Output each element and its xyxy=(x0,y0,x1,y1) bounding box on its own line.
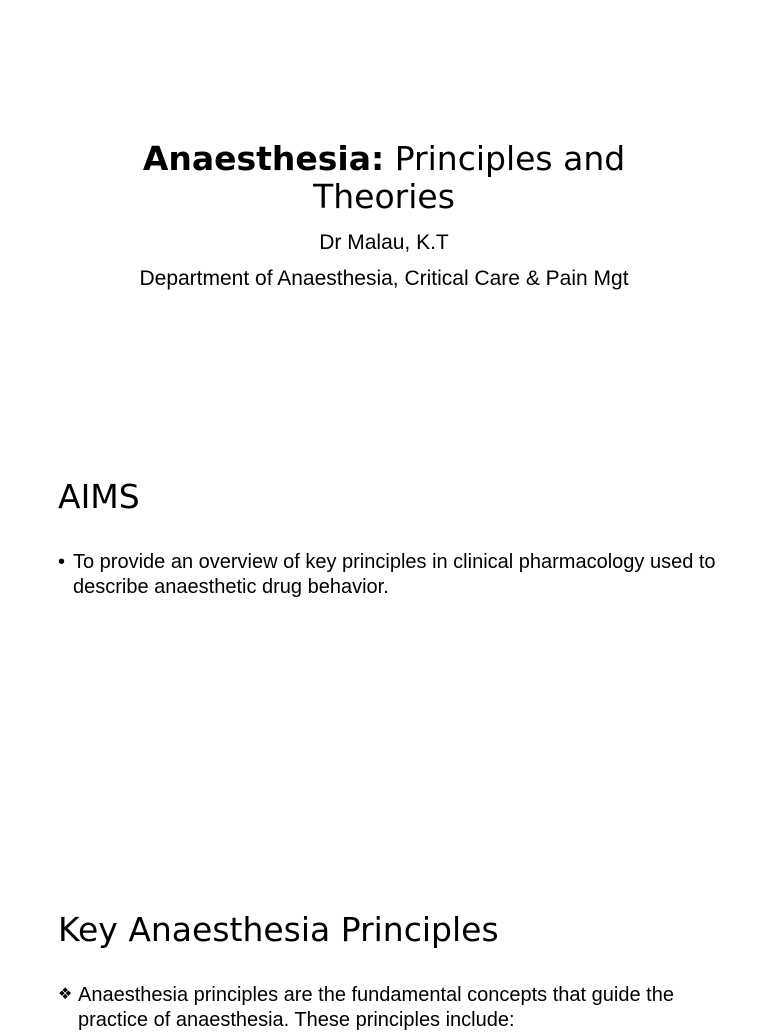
aims-bullet xyxy=(58,550,718,600)
bullet-marker: • xyxy=(58,551,66,573)
aims-bullet-text: To provide an overview of key principles in clinical pharmacology used to describe anaesthetic drug behavior. xyxy=(73,551,716,598)
key-principles-bullet-text: Anaesthesia principles are the fundamental concepts that guide the practice of anaesthesia. These principles include: xyxy=(78,984,674,1031)
key-principles-heading: Key Anaesthesia Principles xyxy=(58,910,499,949)
aims-heading: AIMS xyxy=(58,477,140,516)
title-bold-part: Anaesthesia: xyxy=(142,139,385,178)
department-name: Department of Anaesthesia, Critical Care & Pain Mgt xyxy=(139,267,629,290)
presentation-title xyxy=(0,140,768,216)
title-regular-part: Principles and xyxy=(394,139,626,178)
key-principles-bullet xyxy=(58,983,718,1033)
diamond-bullet-icon: ❖ xyxy=(58,984,73,1003)
title-second-line: Theories xyxy=(313,177,455,216)
author-name: Dr Malau, K.T xyxy=(319,231,449,254)
